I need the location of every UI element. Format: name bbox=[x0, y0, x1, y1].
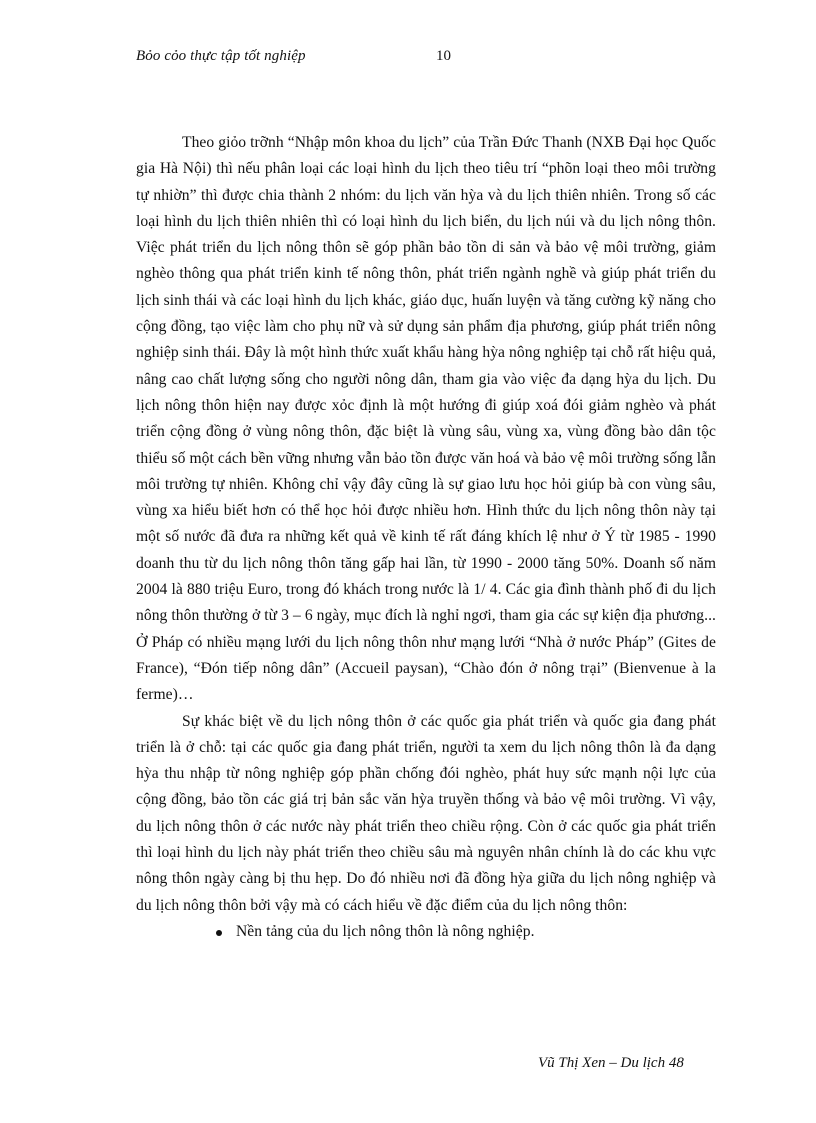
paragraph-2: Sự khác biệt về du lịch nông thôn ở các quốc gia phát triển và quốc gia đang phát triển là ở chỗ: tại các quốc gia đang phát triển, người ta xem du lịch nông thôn là đa dạng hỳa thu nhập từ nông nghiệp góp phần chống đói nghèo, phát huy sức mạnh nội lực của cộng đồng, bảo tồn các giá trị bản sắc văn hỳa truyền thống và bảo vệ môi trường. Vì vậy, du lịch nông thôn ở các nước này phát triển theo chiều rộng. Còn ở các quốc gia phát triển thì loại hình du lịch này phát triển theo chiều sâu mà nguyên nhân chính là do các khu vực nông thôn ngày càng bị thu hẹp. Do đó nhiều nơi đã đồng hỳa giữa du lịch nông nghiệp và du lịch nông thôn bởi vậy mà có cách hiểu về đặc điểm của du lịch nông thôn: bbox=[136, 712, 716, 914]
list-item bbox=[136, 919, 716, 945]
paragraph-1: Theo giỏo trỡnh “Nhập môn khoa du lịch” của Trần Đức Thanh (NXB Đại học Quốc gia Hà Nội) thì nếu phân loại các loại hình du lịch theo tiêu trí “phõn loại theo môi trường tự nhiờn” thì được chia thành 2 nhóm: du lịch văn hỳa và du lịch thiên nhiên. Trong số các loại hình du lịch thiên nhiên thì có loại hình du lịch biển, du lịch núi và du lịch nông thôn. Việc phát triển du lịch nông thôn sẽ góp phần bảo tồn di sản và bảo vệ môi trường, giảm nghèo thông qua phát triển kinh tế nông thôn, phát triển ngành nghề và giúp phát triển du lịch sinh thái và các loại hình du lịch khác, giáo dục, huấn luyện và tăng cường kỹ năng cho cộng đồng, tạo việc làm cho phụ nữ và sử dụng sản phẩm địa phương, giúp phát triển nông nghiệp sinh thái. Đây là một hình thức xuất khẩu hàng hỳa nông nghiệp tại chỗ rất hiệu quả, nâng cao chất lượng sống cho người nông dân, tham gia vào việc đa dạng hỳa du lịch. Du lịch nông thôn hiện nay được xỏc định là một hướng đi giúp xoá đói giảm nghèo và phát triển cộng đồng ở vùng nông thôn, đặc biệt là vùng sâu, vùng xa, vùng đồng bào dân tộc thiểu số một cách bền vững nhưng vẫn bảo tồn được văn hoá và bảo vệ môi trường sống lẫn môi trường tự nhiên. Không chỉ vậy đây cũng là sự giao lưu học hỏi giúp bà con vùng sâu, vùng xa hiểu biết hơn có thể học hỏi được nhiều hơn. Hình thức du lịch nông thôn này tại một số nước đã đưa ra những kết quả về kinh tế rất đáng khích lệ như ở Ý từ 1985 - 1990 doanh thu từ du lịch nông thôn tăng gấp hai lần, từ 1990 - 2000 tăng 50%. Doanh số năm 2004 là 880 triệu Euro, trong đó khách trong nước là 1/ 4. Các gia đình thành phố đi du lịch nông thôn thường ở từ 3 – 6 ngày, mục đích là nghỉ ngơi, tham gia các sự kiện địa phương... Ở Pháp có nhiều mạng lưới du lịch nông thôn như mạng lưới “Nhà ở nước Pháp” (Gites de France), “Đón tiếp nông dân” (Accueil paysan), “Chào đón ở nông trại” (Bienvenue à la ferme)… bbox=[136, 134, 716, 704]
document-footer-author: Vũ Thị Xen – Du lịch 48 bbox=[538, 1055, 684, 1071]
document-header-title: Bỏo cỏo thực tập tốt nghiệp bbox=[136, 48, 306, 64]
document-body bbox=[136, 130, 716, 945]
bullet-text: Nền tảng của du lịch nông thôn là nông nghiệp. bbox=[236, 922, 535, 940]
page-number: 10 bbox=[436, 48, 451, 64]
bullet-icon bbox=[216, 930, 222, 936]
bullet-list bbox=[136, 919, 716, 945]
